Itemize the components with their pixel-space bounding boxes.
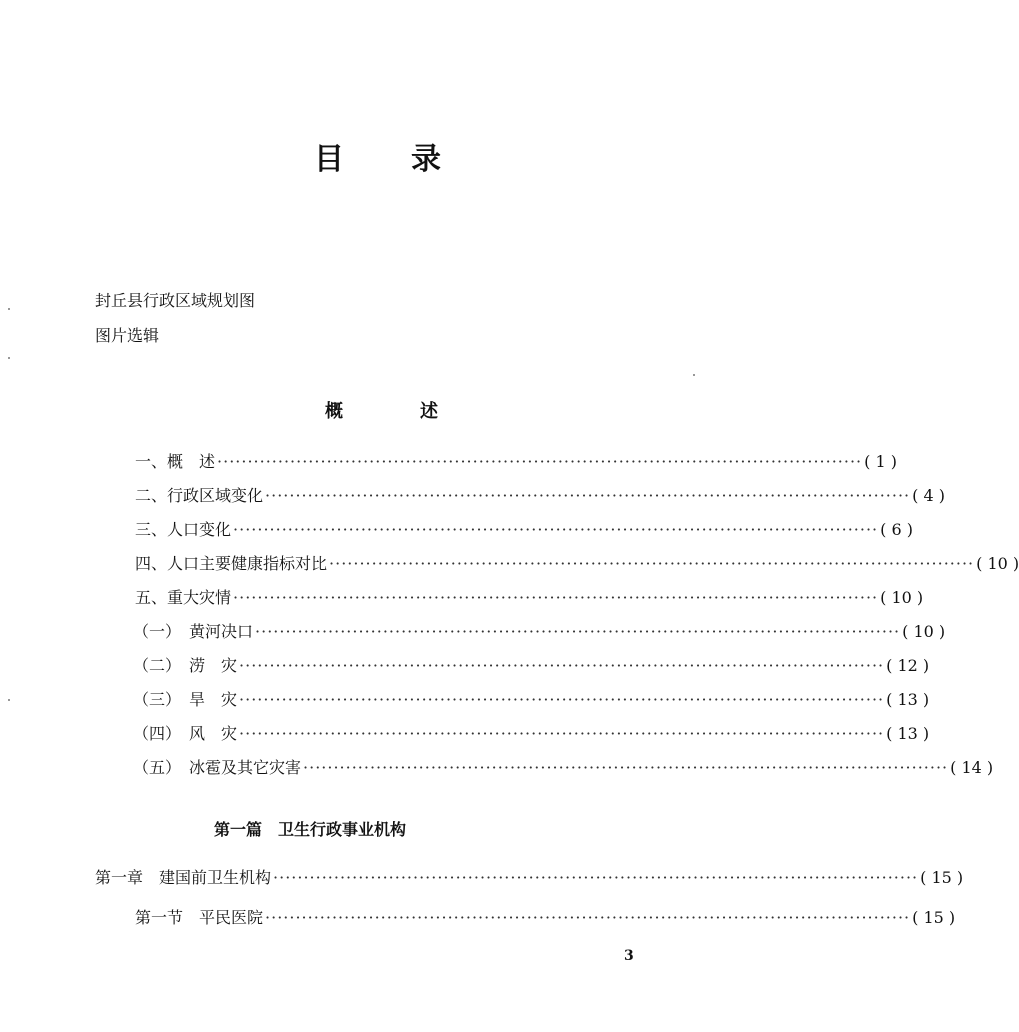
toc-entry-page: ( 13 )	[886, 724, 930, 743]
toc-entry[interactable]	[133, 688, 930, 712]
toc-title-char-1: 目	[314, 142, 344, 177]
toc-entry[interactable]	[135, 484, 945, 508]
toc-entry[interactable]	[133, 722, 930, 746]
toc-entry[interactable]	[135, 586, 924, 610]
toc-leader-dots: ··········································································································	[273, 868, 919, 887]
toc-chapter-entry[interactable]	[95, 866, 964, 890]
toc-entry[interactable]	[133, 756, 994, 780]
toc-leader-dots: ··········································································································	[265, 486, 911, 505]
toc-entry[interactable]	[135, 518, 913, 542]
toc-leader-dots: ··········································································································	[265, 908, 911, 927]
toc-entry-page: ( 12 )	[886, 656, 930, 675]
toc-entry-label: 一、概 述	[135, 452, 216, 471]
toc-leader-dots: ··········································································································	[329, 554, 975, 573]
toc-entry-page: ( 6 )	[880, 520, 913, 539]
toc-entry-label: 第一章 建国前卫生机构	[95, 868, 272, 887]
toc-entry-label: 四、人口主要健康指标对比	[135, 554, 328, 573]
toc-entry-page: ( 10 )	[976, 554, 1019, 573]
toc-leader-dots: ··········································································································	[233, 588, 879, 607]
toc-leader-dots: ··········································································································	[217, 452, 863, 471]
front-matter-map: 封丘县行政区域规划图	[95, 291, 256, 310]
scan-speck	[8, 308, 10, 310]
overview-heading-char-2: 述	[420, 401, 438, 422]
toc-entry[interactable]	[135, 552, 1019, 576]
toc-leader-dots: ··········································································································	[239, 724, 885, 743]
toc-entry-label: 二、行政区域变化	[135, 486, 264, 505]
toc-entry-page: ( 10 )	[880, 588, 924, 607]
toc-title	[0, 138, 713, 182]
toc-entry-page: ( 1 )	[864, 452, 897, 471]
scan-speck	[8, 357, 10, 359]
toc-entry-label: 五、重大灾情	[135, 588, 232, 607]
toc-entry-page: ( 14 )	[950, 758, 994, 777]
toc-entry-page: ( 10 )	[902, 622, 946, 641]
overview-heading	[0, 398, 713, 426]
toc-entry-label: （四） 风 灾	[133, 724, 238, 743]
toc-leader-dots: ··········································································································	[239, 656, 885, 675]
scan-speck	[8, 699, 10, 701]
scan-speck	[693, 374, 695, 376]
part-one-heading: 第一篇 卫生行政事业机构	[214, 820, 407, 839]
page-number: 3	[624, 948, 634, 964]
toc-entry-label: （三） 旱 灾	[133, 690, 238, 709]
toc-entry-label: （五） 冰雹及其它灾害	[133, 758, 302, 777]
toc-entry-page: ( 15 )	[912, 908, 956, 927]
toc-entry-page: ( 13 )	[886, 690, 930, 709]
toc-entry-label: 第一节 平民医院	[135, 908, 264, 927]
toc-entry-label: 三、人口变化	[135, 520, 232, 539]
toc-entry[interactable]	[133, 654, 930, 678]
toc-leader-dots: ··········································································································	[303, 758, 949, 777]
front-matter-photos: 图片选辑	[95, 326, 160, 345]
toc-entry-page: ( 4 )	[912, 486, 945, 505]
toc-leader-dots: ··········································································································	[239, 690, 885, 709]
toc-section-entry[interactable]	[135, 906, 956, 930]
toc-title-char-2: 录	[411, 142, 441, 177]
toc-entry[interactable]	[133, 620, 946, 644]
toc-entry-label: （一） 黄河决口	[133, 622, 254, 641]
overview-heading-char-1: 概	[325, 401, 343, 422]
toc-entry[interactable]	[135, 450, 897, 474]
toc-leader-dots: ··········································································································	[255, 622, 901, 641]
toc-entry-label: （二） 涝 灾	[133, 656, 238, 675]
toc-leader-dots: ··········································································································	[233, 520, 879, 539]
toc-entry-page: ( 15 )	[920, 868, 964, 887]
